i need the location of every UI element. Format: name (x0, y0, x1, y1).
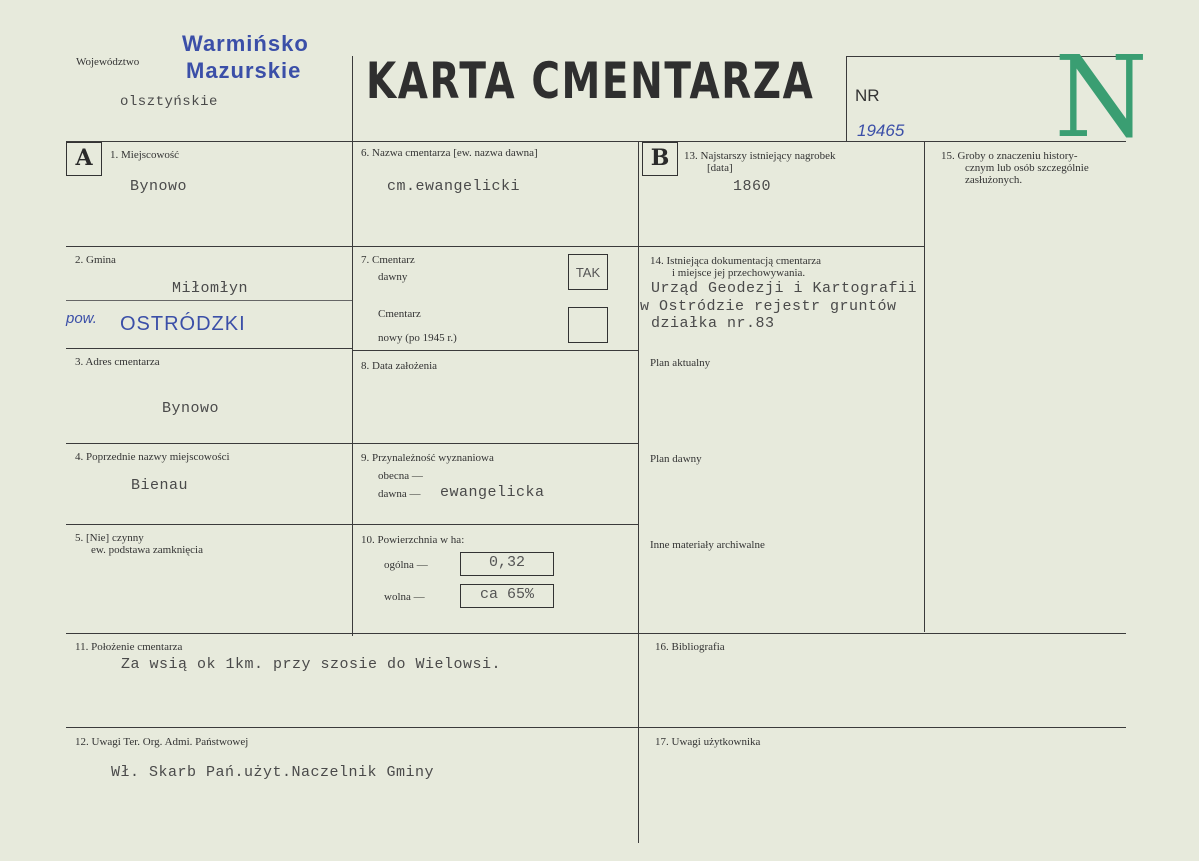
field-13-value: 1860 (733, 178, 772, 195)
col1-line-3 (66, 348, 352, 349)
field-1-label: 1. Miejscowość (110, 149, 180, 161)
field-4-label: 4. Poprzednie nazwy miejscowości (75, 451, 230, 463)
field-9-obecna: obecna — (378, 470, 423, 482)
nowy-checkbox (568, 307, 608, 343)
field-5-label-line1: 5. [Nie] czynny (75, 532, 144, 544)
field-7-dawny: dawny (378, 271, 408, 283)
field-7-label2: Cmentarz (378, 308, 421, 320)
field-15-label-line2: cznym lub osób szczególnie (965, 162, 1089, 174)
field-17-label: 17. Uwagi użytkownika (655, 736, 761, 748)
field-7-nowy: nowy (po 1945 r.) (378, 332, 457, 344)
field-2-value: Miłomłyn (172, 280, 249, 297)
col2-line-3 (352, 443, 638, 444)
dawny-checkbox-value: TAK (575, 265, 601, 280)
field-10-ogolna-label: ogólna — (384, 559, 428, 571)
field-3-label: 3. Adres cmentarza (75, 356, 160, 368)
field-10-ogolna-box (460, 552, 554, 576)
field-14-value-line1: Urząd Geodezji i Kartografii (651, 280, 918, 297)
col2-line-1 (352, 246, 638, 247)
field-12-label: 12. Uwagi Ter. Org. Admi. Państwowej (75, 736, 249, 748)
field-14-value-line3: działka nr.83 (651, 315, 775, 332)
field-14-label-line2: i miejsce jej przechowywania. (672, 267, 806, 279)
right-column-divider (924, 142, 925, 632)
field-6-label: 6. Nazwa cmentarza [ew. nazwa dawna] (361, 147, 538, 159)
old-voivodeship: olsztyńskie (120, 94, 218, 110)
field-1-value: Bynowo (130, 178, 188, 195)
col1-line-1 (66, 246, 352, 247)
section-a-marker: A (66, 142, 102, 176)
field-5-label-line2: ew. podstawa zamknięcia (91, 544, 203, 556)
field-11-label: 11. Położenie cmentarza (75, 641, 183, 653)
plan-aktualny-label: Plan aktualny (650, 357, 711, 369)
powiat-value: OSTRÓDZKI (120, 313, 246, 335)
field-9-dawna: dawna — (378, 488, 421, 500)
field-4-value: Bienau (131, 477, 189, 494)
powiat-prefix: pow. (66, 310, 97, 327)
field-7-label: 7. Cmentarz (361, 254, 415, 266)
field-10-ogolna-value: 0,32 (488, 554, 525, 571)
col1-line-5 (66, 524, 352, 525)
nr-value: 19465 (857, 121, 905, 140)
field-2-label: 2. Gmina (75, 254, 116, 266)
field-9-label: 9. Przynależność wyznaniowa (361, 452, 494, 464)
bottom-section-mid-line (66, 727, 1126, 728)
field-10-wolna-box (460, 584, 554, 608)
field-3-value: Bynowo (162, 400, 220, 417)
middle-column-divider (638, 142, 639, 636)
col2-line-4 (352, 524, 638, 525)
inne-materialy-label: Inne materiały archiwalne (650, 539, 765, 551)
field-13-label-line2: [data] (707, 162, 733, 174)
field-8-label: 8. Data założenia (361, 360, 438, 372)
field-16-label: 16. Bibliografia (655, 641, 725, 653)
col1-line-2 (66, 300, 352, 301)
wojewodztwo-label: Województwo (76, 56, 140, 68)
field-6-value: cm.ewangelicki (387, 178, 521, 195)
bottom-divider (638, 633, 639, 843)
left-column-divider (352, 56, 353, 636)
voivodeship-stamp-line1: Warmińsko (182, 31, 309, 56)
col1-line-4 (66, 443, 352, 444)
col3-line-1 (638, 246, 924, 247)
field-10-wolna-label: wolna — (384, 591, 425, 603)
field-13-label-line1: 13. Najstarszy istniejący nagrobek (684, 150, 836, 162)
field-9-dawna-value: ewangelicka (440, 484, 545, 501)
field-10-wolna-value: ca 65% (479, 586, 534, 603)
bottom-section-top-line (66, 633, 1126, 634)
card-title: KARTA CMENTARZA (366, 52, 815, 110)
field-15-label-line1: 15. Groby o znaczeniu history- (941, 150, 1078, 162)
field-14-value-line2: w Ostródzie rejestr gruntów (640, 298, 897, 315)
field-15-label-line3: zasłużonych. (965, 174, 1023, 186)
voivodeship-stamp-line2: Mazurskie (186, 58, 302, 83)
nr-box-divider (846, 56, 847, 142)
section-b-marker: B (642, 142, 678, 176)
nr-label: NR (855, 86, 880, 105)
category-letter: N (1054, 33, 1148, 163)
col2-line-2 (352, 350, 638, 351)
dawny-checkbox (568, 254, 608, 290)
field-10-label: 10. Powierzchnia w ha: (361, 534, 465, 546)
field-12-value: Wł. Skarb Pań.użyt.Naczelnik Gminy (111, 764, 435, 781)
plan-dawny-label: Plan dawny (650, 453, 702, 465)
header-bottom-line (66, 141, 1126, 142)
field-11-value: Za wsią ok 1km. przy szosie do Wielowsi. (121, 656, 502, 673)
field-14-label-line1: 14. Istniejąca dokumentacją cmentarza (650, 255, 822, 267)
